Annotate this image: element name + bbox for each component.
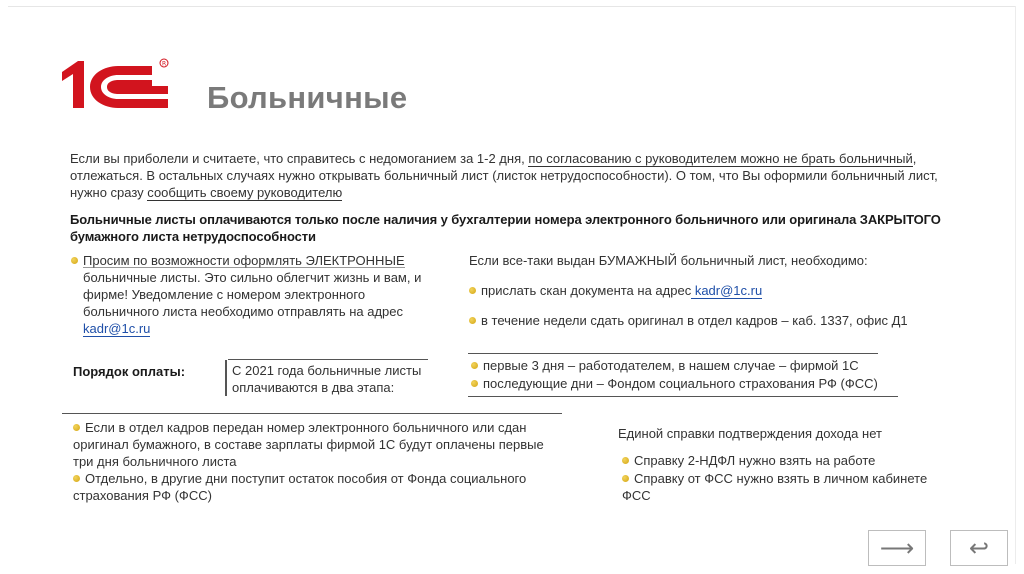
bullet-icon: [73, 424, 80, 431]
return-arrow-icon: ↩: [968, 534, 990, 562]
bullet-icon: [469, 317, 476, 324]
bullet-icon: [71, 257, 78, 264]
hr-item-2: Отдельно, в другие дни поступит остаток пособия от Фонда социального страхования РФ (ФСС): [73, 471, 527, 503]
intro-underlined-text-2: сообщить своему руководителю: [147, 185, 343, 200]
payment-stage-2: последующие дни – Фондом социального страхования РФ (ФСС): [471, 375, 911, 392]
payment-order-text: С 2021 года больничные листы оплачиваются в два этапа:: [232, 363, 422, 395]
1c-logo: [60, 56, 178, 114]
electronic-text: больничные листы. Это сильно облегчит жизнь и вам, и фирме! Уведомление с номером электронного больничного листа необходимо отправлять на адрес: [83, 270, 422, 319]
bullet-icon: [73, 475, 80, 482]
svg-text:R: R: [162, 60, 167, 68]
divider-horizontal: [468, 353, 878, 354]
bullet-icon: [469, 287, 476, 294]
paper-item-1: прислать скан документа на адрес kadr@1c.ru: [469, 282, 909, 299]
next-slide-button[interactable]: [868, 530, 926, 566]
certificates-heading: Единой справки подтверждения дохода нет: [618, 426, 882, 441]
intro-paragraph: Если вы приболели и считаете, что справитесь с недомоганием за 1-2 дня, по согласованию с руководителем можно не брать больничный, отлежаться. В остальных случаях нужно открывать больничный лист (листок нетрудоспособности). О том, что Вы оформили больничный лист, нужно сразу сообщить своему руководителю: [70, 151, 938, 200]
divider-horizontal: [468, 396, 898, 397]
certificate-item-1: Справку 2-НДФЛ нужно взять на работе: [622, 452, 942, 469]
hr-payment-block: [73, 419, 563, 504]
intro-underlined-text: по согласованию с руководителем можно не брать больничный: [528, 151, 913, 166]
electronic-sick-leave-block: [71, 252, 431, 337]
divider-vertical: [225, 360, 227, 396]
bullet-icon: [471, 362, 478, 369]
divider-horizontal: [228, 359, 428, 360]
divider-horizontal: [62, 413, 562, 414]
certificate-item-2: Справку от ФСС нужно взять в личном кабинете ФСС: [622, 471, 928, 503]
electronic-line1: Просим по возможности оформлять ЭЛЕКТРОННЫЕ: [83, 253, 405, 268]
bullet-icon: [622, 475, 629, 482]
arrow-right-icon: ⟶: [879, 534, 915, 562]
paper-item-2: в течение недели сдать оригинал в отдел кадров – каб. 1337, офис Д1: [469, 312, 949, 329]
frame-right-line: [1015, 6, 1016, 564]
page-title: Больничные: [207, 80, 408, 115]
payment-order-label: Порядок оплаты:: [73, 364, 186, 379]
email-link[interactable]: kadr@1c.ru: [83, 321, 151, 336]
bullet-icon: [471, 380, 478, 387]
back-button[interactable]: [950, 530, 1008, 566]
paper-sick-leave-heading: Если все-таки выдан БУМАЖНЫЙ больничный лист, необходимо:: [469, 253, 868, 268]
frame-top-line: [8, 6, 1016, 7]
payment-stage-1: первые 3 дня – работодателем, в нашем случае – фирмой 1С: [471, 357, 891, 374]
payment-notice: Больничные листы оплачиваются только после наличия у бухгалтерии номера электронного больничного или оригинала ЗАКРЫТОГО бумажного листа нетрудоспособности: [70, 212, 941, 244]
email-link[interactable]: kadr@1c.ru: [691, 283, 763, 298]
hr-item-1: Если в отдел кадров передан номер электронного больничного или сдан оригинал бумажного, в составе зарплаты фирмой 1С будут оплачены первые три дня больничного листа: [73, 420, 544, 469]
bullet-icon: [622, 457, 629, 464]
